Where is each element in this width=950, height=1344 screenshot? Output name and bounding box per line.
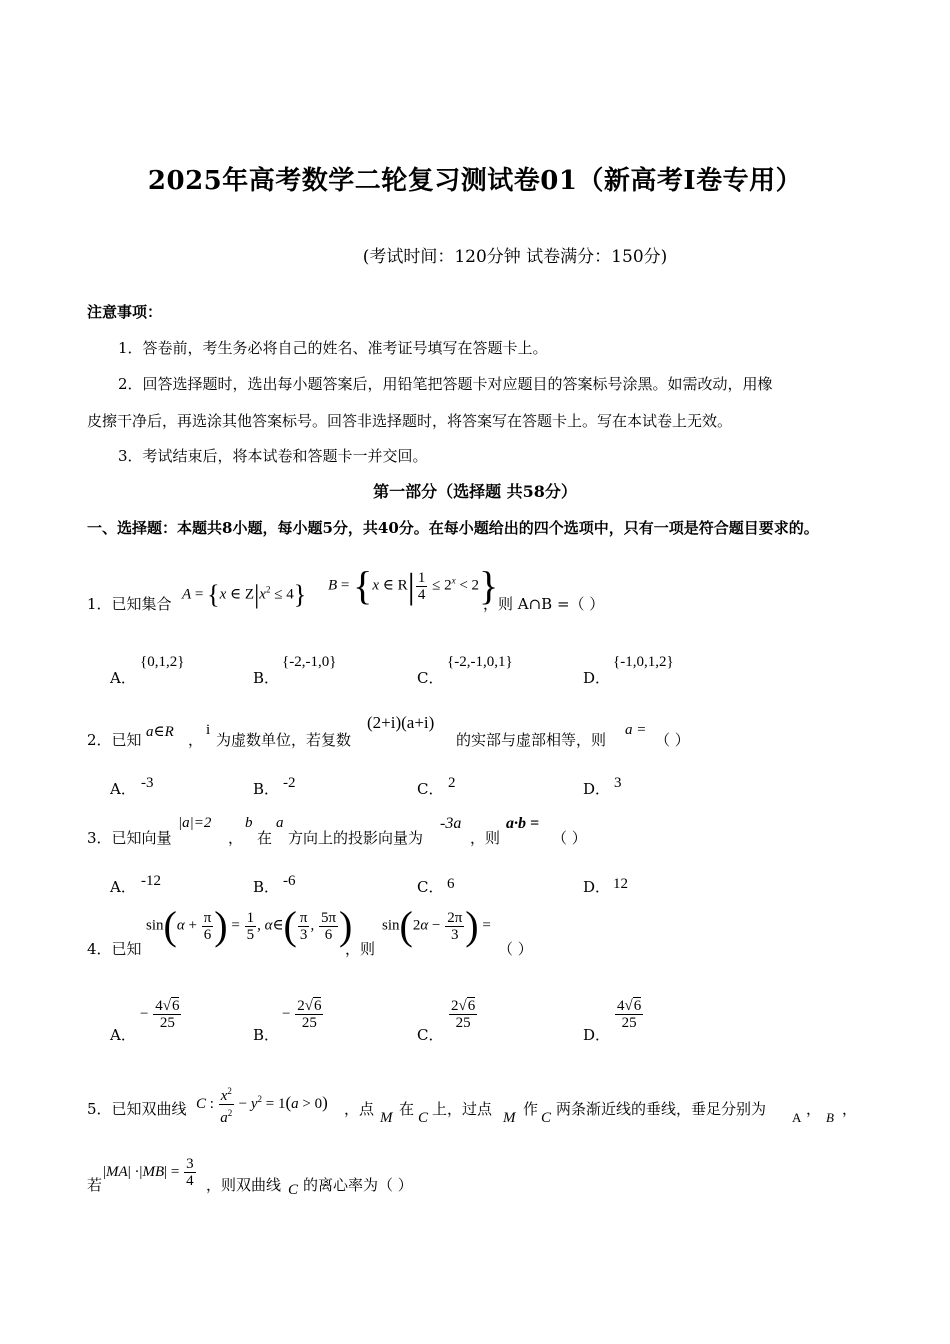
q3-option-c: 6 (447, 876, 455, 892)
section-heading: 第一部分（选择题 共58分） (373, 482, 577, 501)
q3-text-3: 方向上的投影向量为 (288, 829, 424, 847)
notice-item-1: 1．答卷前，考生务必将自己的姓名、准考证号填写在答题卡上。 (118, 339, 548, 357)
q1-option-a-letter: A． (110, 669, 136, 687)
q4-text-1: ，则 (345, 940, 376, 958)
q3-vector-b: b (245, 815, 253, 831)
q1-option-d-letter: D． (583, 669, 611, 687)
q3-text-2: 在 (257, 829, 273, 847)
q2-target: a = (625, 722, 647, 738)
q5-point-a: A (792, 1110, 802, 1125)
q4-option-d-letter: D． (583, 1026, 611, 1044)
q5-line2-text-2: 的离心率为（ ） (303, 1176, 413, 1194)
exam-subtitle: (考试时间：120分钟 试卷满分：150分) (362, 247, 668, 267)
q5-curve: C : $\frac{x^2}{a^2}$ − $y^2 = 1(a > 0)$ (196, 1083, 328, 1126)
q3-text-5: （ ） (552, 829, 587, 847)
q2-expression: (2+i)(a+i) (367, 713, 435, 732)
q3-option-b-letter: B． (253, 878, 280, 896)
q5-prefix: 5．已知双曲线 (87, 1100, 187, 1118)
q5-text-3: 上，过点 (432, 1100, 493, 1118)
q4-option-a-letter: A． (110, 1026, 136, 1044)
q2-prefix: 2．已知 (87, 731, 142, 749)
q1-option-c-letter: C． (417, 669, 444, 687)
q3-vector-a: a (276, 815, 284, 831)
q4-option-c-letter: C． (417, 1026, 444, 1044)
q3-target: a·b = (506, 815, 540, 832)
q4-option-a: − $\frac{4√6}{25}$ (140, 998, 180, 1031)
q1-set-a: A = {x ∈ $Z|x^2 \le 4$} (182, 580, 307, 609)
q2-text-2: 为虚数单位，若复数 (216, 731, 352, 749)
q2-option-b-letter: B． (253, 780, 280, 798)
q4-option-d: $\frac{4√6}{25}$ (617, 998, 642, 1031)
q5-text-2: 在 (399, 1100, 415, 1118)
notice-item-2-line-1: 2．回答选择题时，选出每小题答案后，用铅笔把答题卡对应题目的答案标号涂黑。如需改动，用橡 (118, 375, 773, 393)
q1-option-b: {-2,-1,0} (282, 654, 337, 670)
q3-option-c-letter: C． (417, 878, 444, 896)
q5-point-m-2: M (503, 1110, 516, 1126)
q2-option-d-letter: D． (583, 780, 611, 798)
q5-line2-prefix: 若 (87, 1176, 103, 1194)
q5-text-6: ， (806, 1100, 822, 1118)
notice-item-3: 3．考试结束后，将本试卷和答题卡一并交回。 (118, 447, 428, 465)
q3-option-a: -12 (141, 873, 161, 889)
exam-title: 2025年高考数学二轮复习测试卷01（新高考Ⅰ卷专用） (147, 166, 803, 196)
q1-option-a: {0,1,2} (140, 654, 185, 670)
q3-text-1: ， (228, 829, 244, 847)
part-heading: 一、选择题：本题共8小题，每小题5分，共40分。在每小题给出的四个选项中，只有一项是符合题目要求的。 (87, 519, 819, 537)
q1-option-b-letter: B． (253, 669, 280, 687)
q5-text-1: ，点 (344, 1100, 375, 1118)
q3-option-d-letter: D． (583, 878, 611, 896)
q1-prefix: 1．已知集合 (87, 595, 172, 613)
q2-option-a-letter: A． (110, 780, 136, 798)
q4-target: sin(2α − $\frac{2\pi}{3}$ ) = (382, 903, 491, 948)
q2-text-3: 的实部与虚部相等，则 (456, 731, 607, 749)
q3-text-4: ，则 (470, 829, 501, 847)
q4-option-c: $\frac{2√6}{25}$ (451, 998, 476, 1031)
q5-curve-c: C (418, 1110, 429, 1126)
q4-text-2: （ ） (498, 940, 533, 958)
q3-option-a-letter: A． (110, 878, 136, 896)
q3-prefix: 3．已知向量 (87, 829, 172, 847)
q5-text-5: 两条渐近线的垂线，垂足分别为 (556, 1100, 767, 1118)
notice-heading: 注意事项： (87, 303, 163, 321)
q4-option-b-letter: B． (253, 1026, 280, 1044)
q1-option-c: {-2,-1,0,1} (447, 654, 513, 670)
q5-text-4: 作 (523, 1100, 539, 1118)
q2-option-c-letter: C． (417, 780, 444, 798)
q5-text-7: ， (842, 1100, 858, 1118)
q4-option-b: − $\frac{2√6}{25}$ (282, 998, 322, 1031)
q3-option-d: 12 (613, 876, 628, 892)
q2-option-b: -2 (283, 775, 296, 791)
q1-set-b: B = {x ∈ R| $\frac{1}{4}$ ≤ $2^x < 2$} (328, 563, 499, 608)
q5-point-m: M (380, 1110, 393, 1126)
q5-curve-c-3: C (288, 1182, 299, 1198)
q5-curve-c-2: C (541, 1110, 552, 1126)
q3-option-b: -6 (283, 873, 296, 889)
q2-text-1: ， (188, 731, 204, 749)
notice-item-2-line-2: 皮擦干净后，再选涂其他答案标号。回答非选择题时，将答案写在答题卡上。写在本试卷上无效。 (87, 412, 733, 430)
q5-point-b: B (826, 1110, 834, 1125)
q4-prefix: 4．已知 (87, 940, 142, 958)
q2-unit: i (206, 722, 211, 738)
q2-option-a: -3 (141, 775, 154, 791)
q5-condition: |MA| ·|MB| = $\frac{3}{4}$ (103, 1156, 194, 1189)
q2-option-c: 2 (448, 775, 456, 791)
q4-condition: sin(α + $\frac{\pi}{6}$ ) = $\frac{1}{5}$ , α∈( $\frac{\pi}{3}$ , $\frac{5\pi}{6}$ ) (146, 903, 353, 948)
q1-suffix: ，则 A∩B =（ ） (483, 595, 605, 613)
q3-projection: -3a (440, 815, 462, 832)
q5-line2-text-1: ，则双曲线 (206, 1176, 282, 1194)
q1-option-d: {-1,0,1,2} (613, 654, 674, 670)
q3-condition: |a|=2 (178, 815, 212, 831)
q2-text-4: （ ） (655, 731, 690, 749)
q2-condition: a∈R (146, 724, 174, 740)
q2-option-d: 3 (614, 775, 622, 791)
